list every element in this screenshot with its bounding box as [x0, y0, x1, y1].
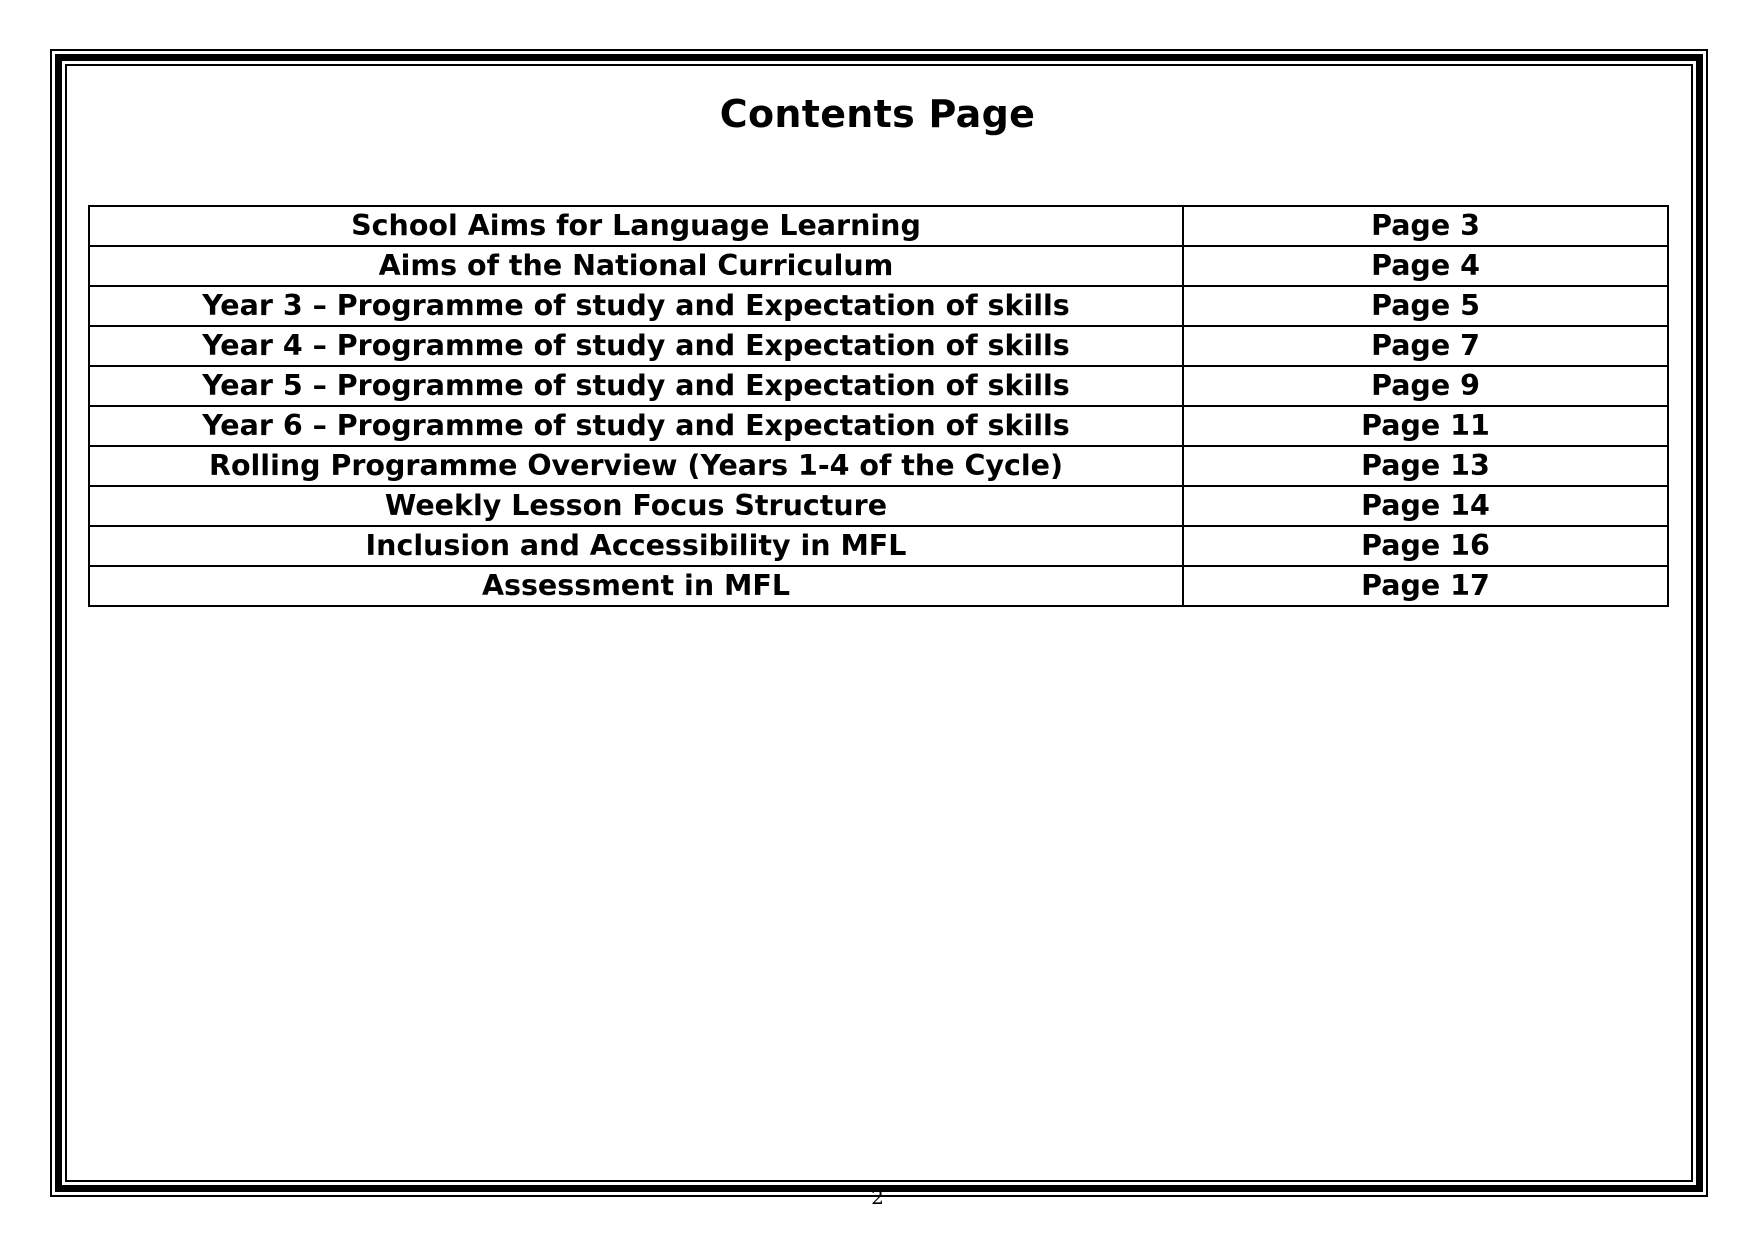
- page-number: 2: [871, 1185, 884, 1209]
- contents-row: [89, 406, 1668, 446]
- page-title: Contents Page: [719, 92, 1036, 136]
- section-page: Page 16: [1183, 526, 1668, 566]
- section-title: Year 6 – Programme of study and Expectation of skills: [89, 406, 1183, 446]
- section-title: Year 4 – Programme of study and Expectation of skills: [89, 326, 1183, 366]
- contents-row: [89, 526, 1668, 566]
- section-page: Page 17: [1183, 566, 1668, 606]
- contents-row: [89, 326, 1668, 366]
- contents-row: [89, 566, 1668, 606]
- section-title: Assessment in MFL: [89, 566, 1183, 606]
- section-page: Page 14: [1183, 486, 1668, 526]
- section-title: Aims of the National Curriculum: [89, 246, 1183, 286]
- section-page: Page 7: [1183, 326, 1668, 366]
- contents-row: [89, 206, 1668, 246]
- section-title: Rolling Programme Overview (Years 1-4 of the Cycle): [89, 446, 1183, 486]
- contents-row: [89, 446, 1668, 486]
- section-page: Page 4: [1183, 246, 1668, 286]
- section-title: Weekly Lesson Focus Structure: [89, 486, 1183, 526]
- contents-row: [89, 246, 1668, 286]
- section-title: Year 5 – Programme of study and Expectation of skills: [89, 366, 1183, 406]
- section-title: Year 3 – Programme of study and Expectation of skills: [89, 286, 1183, 326]
- section-page: Page 9: [1183, 366, 1668, 406]
- contents-row: [89, 366, 1668, 406]
- contents-row: [89, 486, 1668, 526]
- section-page: Page 11: [1183, 406, 1668, 446]
- contents-table: [88, 205, 1669, 607]
- contents-row: [89, 286, 1668, 326]
- section-title: Inclusion and Accessibility in MFL: [89, 526, 1183, 566]
- section-title: School Aims for Language Learning: [89, 206, 1183, 246]
- section-page: Page 3: [1183, 206, 1668, 246]
- section-page: Page 13: [1183, 446, 1668, 486]
- section-page: Page 5: [1183, 286, 1668, 326]
